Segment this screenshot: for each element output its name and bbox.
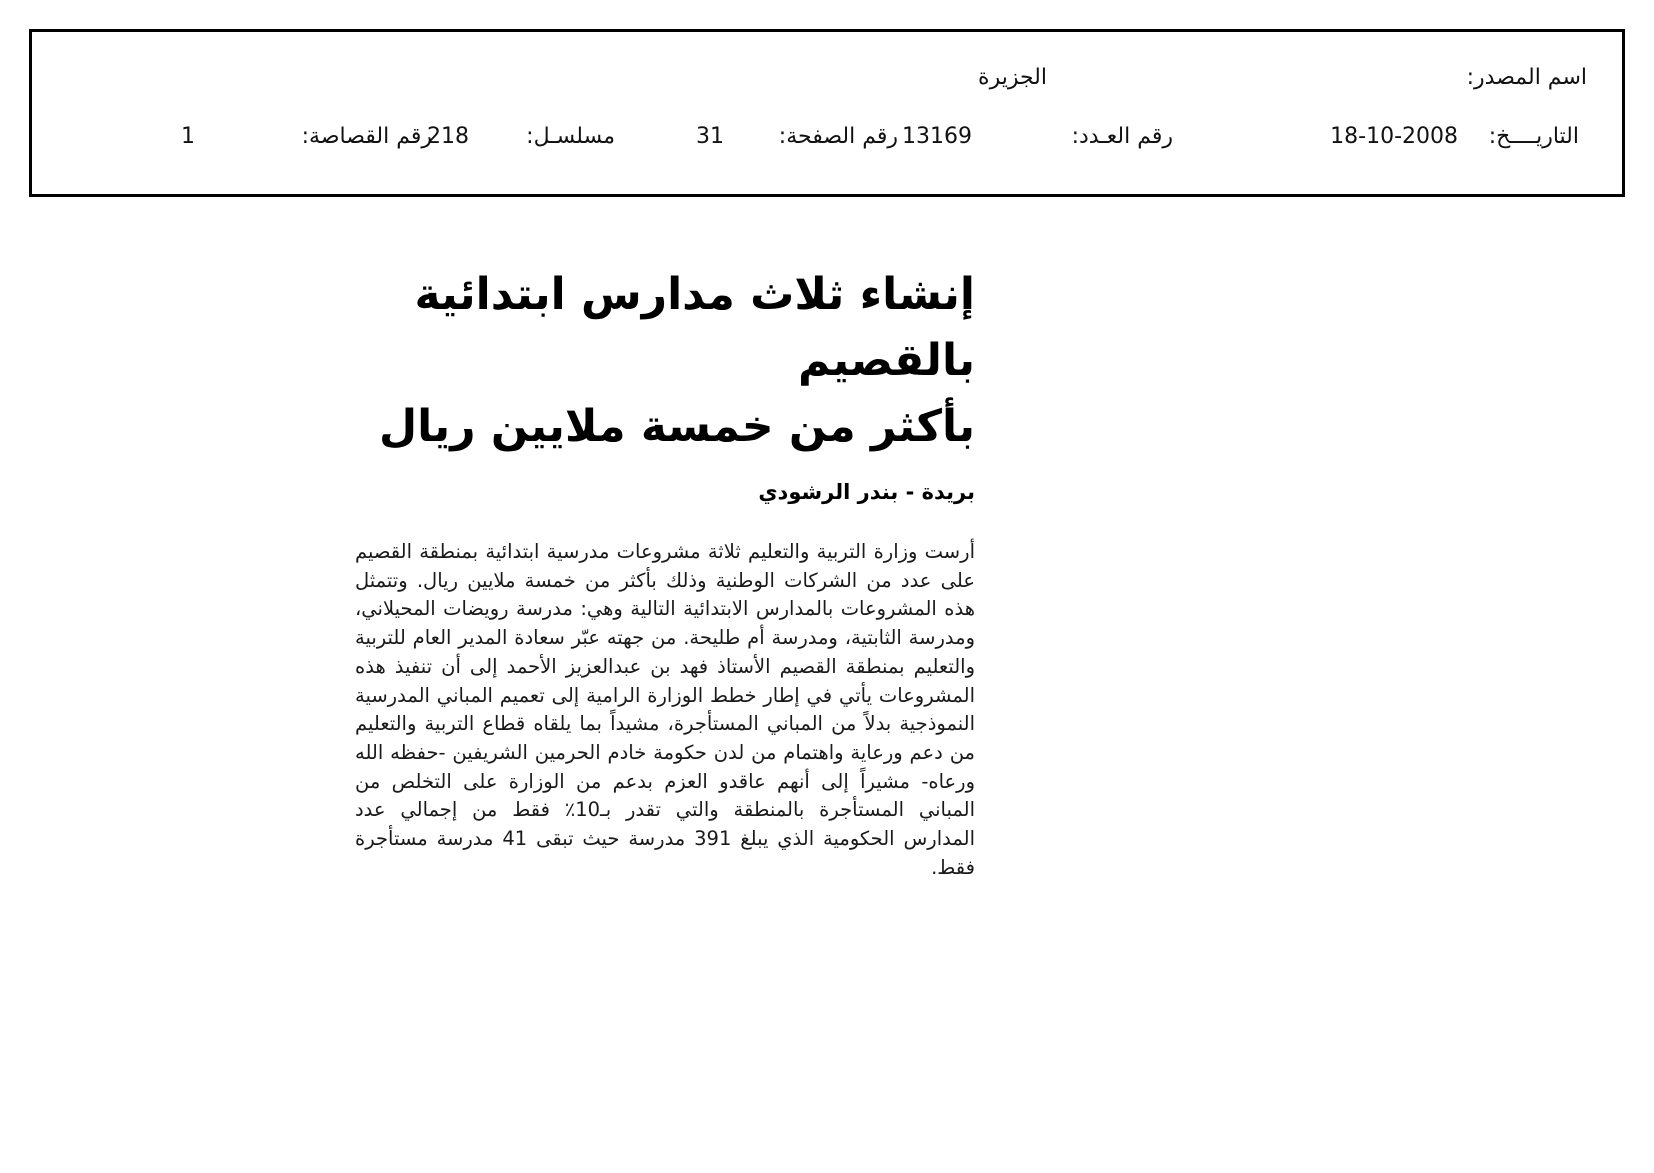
issue-number-value: 13169 (902, 124, 972, 149)
source-value: الجزيرة (978, 65, 1047, 90)
headline-line-1: إنشاء ثلاث مدارس ابتدائية بالقصيم (414, 269, 975, 386)
headline (355, 262, 975, 460)
clipping-number-value: 1 (181, 124, 195, 149)
page-number-value: 31 (696, 124, 724, 149)
metadata-box (29, 29, 1625, 197)
source-label: اسم المصدر: (1466, 65, 1587, 90)
article (355, 262, 975, 882)
byline: بريدة - بندر الرشودي (758, 480, 975, 504)
clipping-number-label: رقم القصاصة: (301, 124, 432, 149)
issue-number-label: رقم العـدد: (1071, 124, 1173, 149)
page-number-label: رقم الصفحة: (778, 124, 898, 149)
date-label: التاريــــخ: (1488, 124, 1579, 149)
serial-label: مسلسـل: (526, 124, 615, 149)
serial-value: 218 (427, 124, 469, 149)
headline-line-2: بأكثر من خمسة ملايين ريال (378, 401, 975, 452)
date-value: 18-10-2008 (1330, 124, 1458, 149)
article-body: أرست وزارة التربية والتعليم ثلاثة مشروعات مدرسية ابتدائية بمنطقة القصيم على عدد من الشركات الوطنية وذلك بأكثر من خمسة ملايين ريال. وتتمثل هذه المشروعات بالمدارس الابتدائية التالية وهي: مدرسة رويضات المحيلاني، ومدرسة الثابتية، ومدرسة أم طليحة. من جهته عبّر سعادة المدير العام للتربية والتعليم بمنطقة القصيم الأستاذ فهد بن عبدالعزيز الأحمد إلى أن تنفيذ هذه المشروعات يأتي في إطار خطط الوزارة الرامية إلى تعميم المباني المدرسية النموذجية بدلاً من المباني المستأجرة، مشيداً بما يلقاه قطاع التربية والتعليم من دعم ورعاية واهتمام من لدن حكومة خادم الحرمين الشريفين -حفظه الله ورعاه- مشيراً إلى أنهم عاقدو العزم بدعم من الوزارة على التخلص من المباني المستأجرة بالمنطقة والتي تقدر بـ10٪ فقط من إجمالي عدد المدارس الحكومية الذي يبلغ 391 مدرسة حيث تبقى 41 مدرسة مستأجرة فقط. (355, 540, 975, 879)
